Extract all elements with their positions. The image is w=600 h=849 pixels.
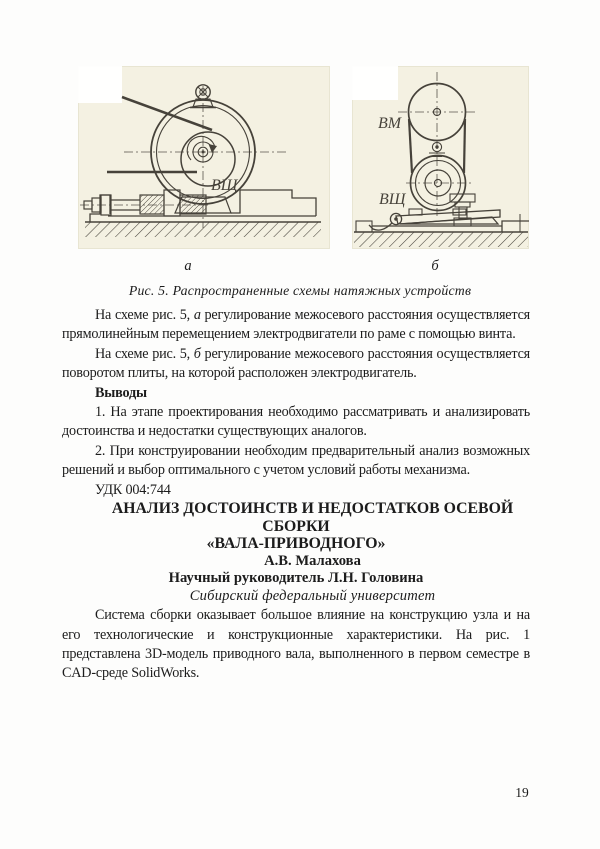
paragraph-scheme-a-post: регулирование межосевого расстояния осуществляется прямолинейным перемещением электродвигатели по раме с помощью винта. xyxy=(62,307,530,343)
figure-b-letter: б xyxy=(431,258,439,274)
paragraph-scheme-b-post: регулирование межосевого расстояния осуществляется поворотом плиты, на которой расположен электродвигатель. xyxy=(62,345,530,382)
driven-pulley-label: ВМ xyxy=(378,115,402,132)
text-column xyxy=(62,306,530,684)
figure-b-drawing xyxy=(352,66,529,249)
figure-a-scan xyxy=(78,66,330,249)
conclusion-item-1: 1. На этапе проектирования необходимо рассматривать и анализировать достоинства и недостатки существующих аналогов. xyxy=(62,404,530,440)
author-name: А.В. Малахова xyxy=(264,552,361,569)
supervisor-name: Научный руководитель Л.Н. Головина xyxy=(168,569,424,586)
scan-whiteout-patch xyxy=(352,66,398,100)
intro-paragraph: Система сборки оказывает большое влияние на конструкцию узла и на его технологические и конструкционные характеристики. На рис. 1 представлена 3D-модель приводного вала, выполненного в первом семестре в CAD-среде SolidWorks. xyxy=(62,607,530,682)
shaft-center-dot xyxy=(201,150,204,153)
paragraph-scheme-a-em: а xyxy=(193,307,201,323)
article-title xyxy=(62,500,530,553)
belt-line-upper xyxy=(122,97,212,130)
paragraph-scheme-b-pre: На схеме рис. 5, xyxy=(95,345,194,362)
article-authors xyxy=(62,553,530,587)
article-title-line2: «ВАЛА-ПРИВОДНОГО» xyxy=(206,535,386,553)
figure-a-drawing xyxy=(78,66,330,249)
conclusions-heading: Выводы xyxy=(95,384,147,401)
belt-left xyxy=(409,119,412,173)
udc-code: УДК 004:744 xyxy=(95,481,171,498)
figure-b-scan xyxy=(352,66,529,249)
ground-hatching xyxy=(354,232,528,247)
paragraph-scheme-b-em: б xyxy=(193,345,201,362)
belt-right xyxy=(464,119,465,173)
motor-side-view xyxy=(80,85,321,237)
paragraph-scheme-a-pre: На схеме рис. 5, xyxy=(95,307,194,323)
article-title-line1: АНАЛИЗ ДОСТОИНСТВ И НЕДОСТАТКОВ ОСЕВОЙ СБОРКИ xyxy=(111,500,514,535)
page-number: 19 xyxy=(515,785,529,800)
scan-whiteout-patch xyxy=(78,66,122,103)
driving-pulley-label: ВЩ xyxy=(379,191,406,208)
conclusion-item-2: 2. При конструировании необходим предварительный анализ возможных решений и выбор оптимального с учетом условий работы механизма. xyxy=(62,442,530,479)
pivot-plate xyxy=(369,210,500,230)
driving-pulley-label: ВЩ xyxy=(211,177,238,194)
paragraph-scheme-a xyxy=(62,306,530,345)
figure-caption: Рис. 5. Распространенные схемы натяжных устройств xyxy=(128,283,472,298)
figure-a-letter: а xyxy=(184,258,192,274)
affiliation: Сибирский федеральный университет xyxy=(189,587,436,604)
tension-screw-assembly xyxy=(84,190,206,216)
paragraph-scheme-b xyxy=(62,345,530,384)
ground-hatching xyxy=(85,222,321,237)
